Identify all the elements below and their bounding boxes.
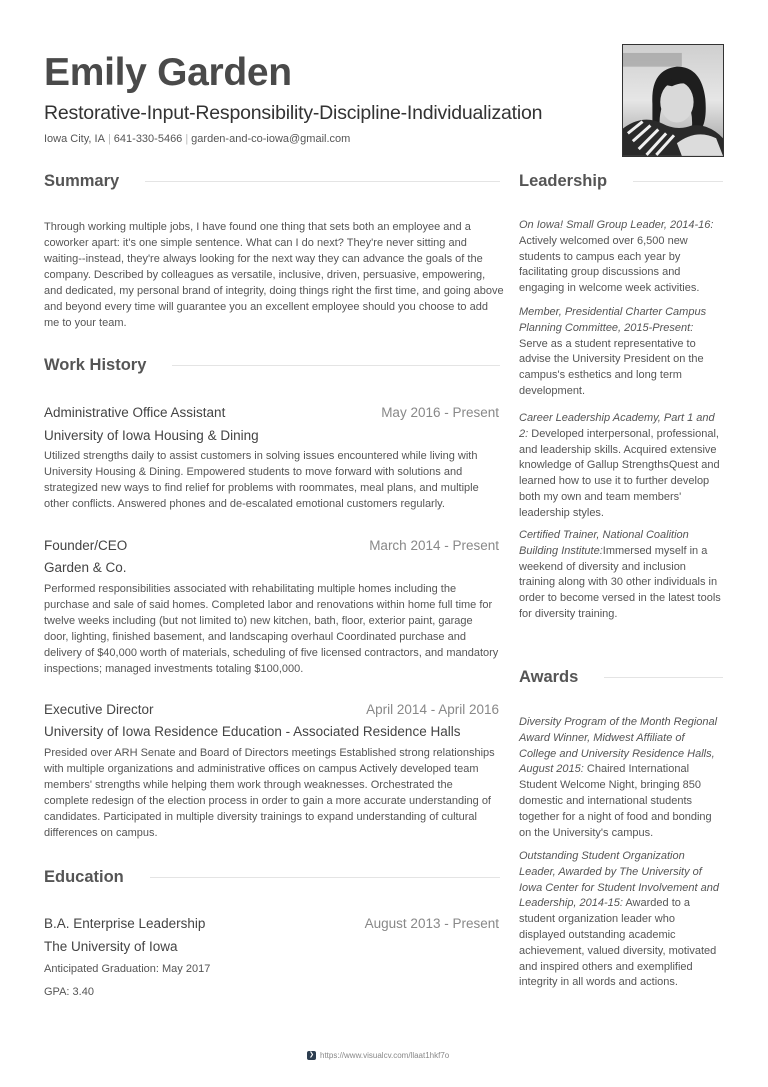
degree: B.A. Enterprise Leadership — [44, 916, 206, 931]
summary-section-header — [44, 170, 500, 192]
section-title: Work History — [44, 355, 147, 374]
divider — [150, 877, 500, 878]
education-section-header — [44, 866, 500, 888]
work-history-section-header — [44, 354, 500, 376]
gpa: GPA: 3.40 — [44, 986, 94, 998]
leadership-role: Career Leadership Academy, Part 1 and 2: — [519, 412, 715, 440]
award-name: Diversity Program of the Month Regional Award Winner, Midwest Affiliate of College and University Residence Halls, August 2015: — [519, 716, 718, 776]
profile-photo — [622, 44, 724, 157]
section-title: Awards — [519, 667, 579, 686]
job-organization: University of Iowa Housing & Dining — [44, 428, 259, 443]
graduation-date: Anticipated Graduation: May 2017 — [44, 963, 211, 975]
leadership-role: Certified Trainer, National Coalition Building Institute: — [519, 529, 689, 557]
job-dates: May 2016 - Present — [381, 405, 499, 420]
location: Iowa City, IA — [44, 133, 105, 145]
job-dates: April 2014 - April 2016 — [366, 702, 499, 717]
education-dates: August 2013 - Present — [364, 916, 499, 931]
divider — [633, 181, 723, 182]
divider — [145, 181, 500, 182]
strengths-tagline: Restorative-Input-Responsibility-Discipline-Individualization — [44, 102, 543, 124]
divider — [172, 365, 500, 366]
job-description: Performed responsibilities associated with rehabilitating multiple homes including the purchase and sale of said homes. Completed labor and renovations within home full time for twelve weeks including (but not limited to) new kitchen, bath, floor, exterior paint, garage door, lighting, finished basement, and landscaping overhaul Coordinated purchase and delivery of $40,000 worth of materials, scheduling of five licensed contractors, and mandatory inspections; managed investments totaling $100,000. — [44, 583, 499, 675]
contact-line — [44, 132, 350, 146]
award-name: Outstanding Student Organization Leader, Awarded by The University of Iowa Center for Student Involvement and Leadership, 2014-15: — [519, 850, 719, 910]
section-title: Leadership — [519, 171, 608, 190]
leadership-section-header — [519, 170, 723, 192]
leadership-item — [519, 411, 724, 522]
job-organization: Garden & Co. — [44, 560, 127, 575]
award-description: Awarded to a student organization leader who displayed outstanding academic achievement, valued diversity, motivated and inspired others and exemplified integrity in all words and actions. — [519, 897, 717, 989]
job-dates: March 2014 - Present — [369, 538, 499, 553]
summary-text: Through working multiple jobs, I have found one thing that sets both an employee and a coworker apart: it's one simple sentence. What can I do next? They're never sitting and waiting--instead, they're always looking for the next way they can advance the goals of the company. Described by colleagues as versatile, inclusive, driven, persuasive, empowering, and dedicated, my personal brand of integrity, doing things right the first time, and going above and beyond every time will guarantee you an excellent employee should you choose to add me to your team. — [44, 221, 504, 329]
section-title: Summary — [44, 171, 120, 190]
job-description: Utilized strengths daily to assist customers in solving issues encountered while living with University Housing & Dining. Empowered students to move forward with solutions and strategized new ways to find relief for problems with roommates, meal plans, and multiple other conflicts. Answered phones and de-escalated emotional customers regularly. — [44, 450, 479, 510]
job-title: Executive Director — [44, 702, 154, 717]
candidate-name: Emily Garden — [44, 51, 292, 94]
visualcv-logo-icon: ❯ — [308, 1052, 315, 1058]
leadership-item — [519, 305, 724, 400]
awards-section-header — [519, 666, 723, 688]
email-link[interactable]: garden-and-co-iowa@gmail.com — [191, 133, 351, 145]
job-title: Administrative Office Assistant — [44, 405, 226, 420]
section-title: Education — [44, 867, 124, 886]
award-item — [519, 715, 724, 841]
school-name: The University of Iowa — [44, 939, 178, 954]
leadership-description: Actively welcomed over 6,500 new students to campus each year by facilitating group discussions and engaging in welcome week activities. — [519, 234, 700, 295]
phone: 641-330-5466 — [113, 133, 183, 145]
leadership-description: Developed interpersonal, professional, and leadership skills. Acquired extensive knowledge of Gallup StrengthsQuest and learned how to use it to further develop both my own and team members' leadership styles. — [519, 427, 720, 519]
leadership-description: Serve as a student representative to advise the University President on the campus's esthetics and long term development. — [519, 337, 704, 397]
footer-link[interactable] — [307, 1051, 449, 1060]
portrait-icon — [623, 45, 723, 156]
leadership-item — [519, 528, 724, 623]
profile-url[interactable]: https://www.visualcv.com/llaat1hkf7o — [320, 1051, 450, 1060]
leadership-role: Member, Presidential Charter Campus Planning Committee, 2015-Present: — [519, 306, 707, 334]
award-item — [519, 849, 724, 991]
leadership-role: On Iowa! Small Group Leader, 2014-16: — [519, 219, 714, 231]
separator: | — [185, 133, 189, 145]
separator: | — [107, 133, 111, 145]
job-organization: University of Iowa Residence Education - Associated Residence Halls — [44, 724, 461, 739]
job-description: Presided over ARH Senate and Board of Directors meetings Established strong relationships with multiple organizations and administrative offices on campus Actively developed team members' strengths while helping them work through weaknesses. Orchestrated the complete redesign of the election process in order to gain a more accurate understanding of candidates. Participated in multiple diversity trainings to expand understanding of cultural differences on campus. — [44, 747, 495, 839]
leadership-description: Immersed myself in a weekend of diversity and inclusion training along with 30 other individuals in order to become versed in the latest tools for diversity training. — [519, 544, 721, 620]
divider — [604, 677, 723, 678]
leadership-item — [519, 218, 724, 297]
award-description: Chaired International Student Welcome Night, bringing 850 domestic and international students together for a night of food and bonding on the University's campus. — [519, 763, 712, 839]
job-title: Founder/CEO — [44, 538, 128, 553]
